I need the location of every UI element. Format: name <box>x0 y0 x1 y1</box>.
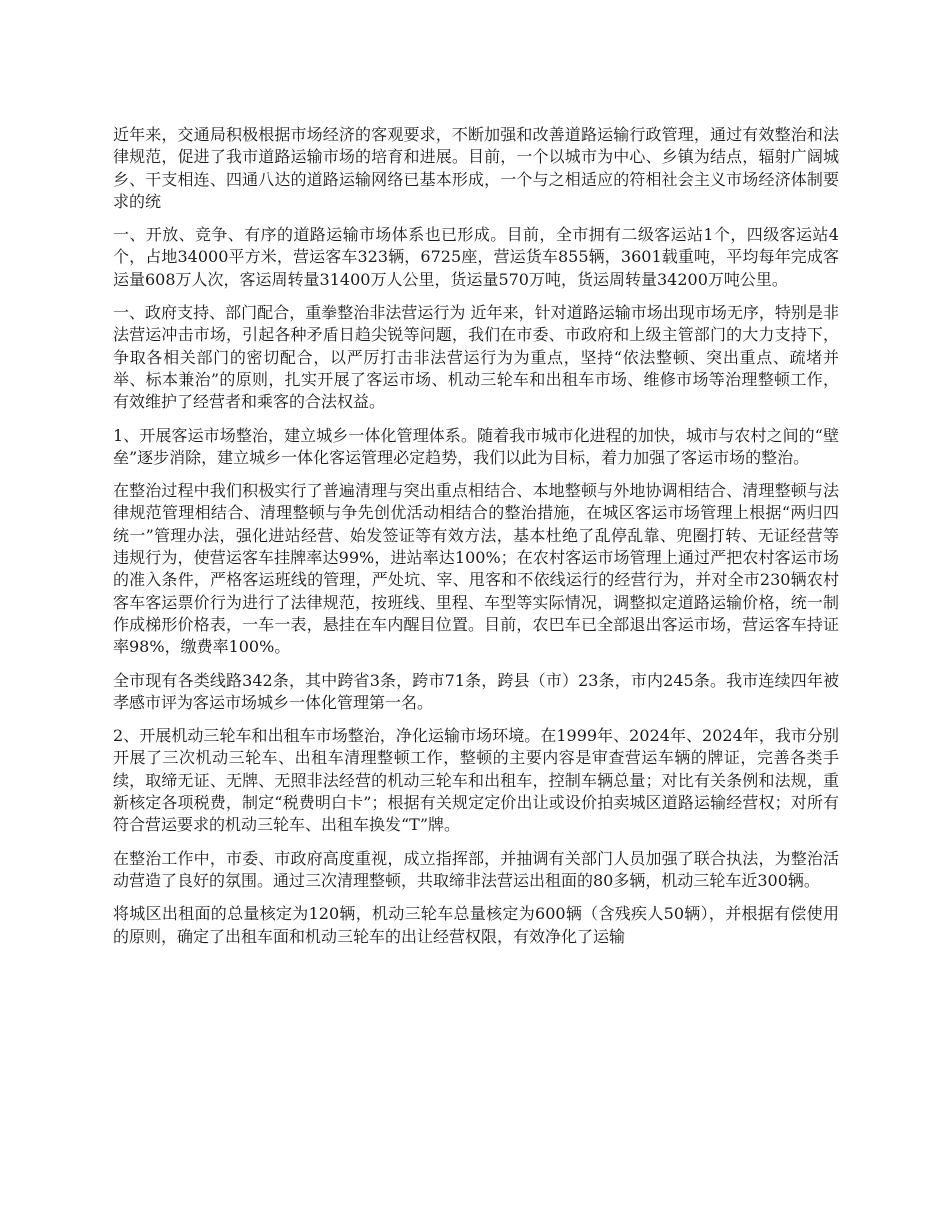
paragraph-tricycle-taxi: 2、开展机动三轮车和出租车市场整治，净化运输市场环境。在1999年、2024年、2024年，我市分别开展了三次机动三轮车、出租车清理整顿工作，整顿的主要内容是审查营运车辆的牌证，完善各类手续，取缔无证、无牌、无照非法经营的机动三轮车和出租车，控制车辆总量；对比有关条例和法规，重新核定各项税费，制定“税费明白卡”；根据有关规定定价出让或设价拍卖城区道路运输经营权；对所有符合营运要求的机动三轮车、出租车换发“T”牌。 <box>113 726 839 835</box>
document-body <box>113 124 839 959</box>
paragraph-vehicle-quota: 将城区出租面的总量核定为120辆，机动三轮车总量核定为600辆（含残疾人50辆），并根据有偿使用的原则，确定了出租车面和机动三轮车的出让经营权限，有效净化了运输 <box>113 904 839 946</box>
paragraph-rectification-measures: 在整治过程中我们积极实行了普遍清理与突出重点相结合、本地整顿与外地协调相结合、清理整顿与法律规范管理相结合、清理整顿与争先创优活动相结合的整治措施，在城区客运市场管理上根据“两归四统一”管理办法，强化进站经营、始发签证等有效方法，基本杜绝了乱停乱靠、兜圈打转、无证经营等违规行为，使营运客车挂牌率达99%，进站率达100%；在农村客运市场管理上通过严把农村客运市场的准入条件，严格客运班线的管理，严处坑、宰、甩客和不依线运行的经营行为，并对全市230辆农村客车客运票价行为进行了法律规范，按班线、里程、车型等实际情况，调整拟定道路运输价格，统一制作成梯形价格表，一车一表，悬挂在车内醒目位置。目前，农巴车已全部退出客运市场，营运客车持证率98%，缴费率100%。 <box>113 481 839 657</box>
paragraph-market-system: 一、开放、竞争、有序的道路运输市场体系也已形成。目前，全市拥有二级客运站1个，四级客运站4个，占地34000平方米，营运客车323辆，6725座，营运货车855辆，3601载重吨，平均每年完成客运量608万人次，客运周转量31400万人公里，货运量570万吨，货运周转量34200万吨公里。 <box>113 225 839 289</box>
paragraph-passenger-market: 1、开展客运市场整治，建立城乡一体化管理体系。随着我市城市化进程的加快，城市与农村之间的“壁垒”逐步消除，建立城乡一体化客运管理必定趋势，我们以此为目标，着力加强了客运市场的整治。 <box>113 425 839 467</box>
paragraph-government-support: 一、政府支持、部门配合，重拳整治非法营运行为 近年来，针对道路运输市场出现市场无序，特别是非法营运冲击市场，引起各种矛盾日趋尖锐等问题，我们在市委、市政府和上级主管部门的大力支持下，争取各相关部门的密切配合，以严厉打击非法营运行为为重点，坚持“依法整顿、突出重点、疏堵并举、标本兼治”的原则，扎实开展了客运市场、机动三轮车和出租车市场、维修市场等治理整顿工作，有效维护了经营者和乘客的合法权益。 <box>113 303 839 412</box>
paragraph-intro: 近年来，交通局积极根据市场经济的客观要求，不断加强和改善道路运输行政管理，通过有效整治和法律规范，促进了我市道路运输市场的培育和进展。目前，一个以城市为中心、乡镇为结点，辐射广阔城乡、干支相连、四通八达的道路运输网络已基本形成，一个与之相适应的符相社会主义市场经济体制要求的统 <box>113 125 839 211</box>
paragraph-route-statistics: 全市现有各类线路342条，其中跨省3条，跨市71条，跨县（市）23条，市内245条。我市连续四年被孝感市评为客运市场城乡一体化管理第一名。 <box>113 670 839 712</box>
paragraph-joint-enforcement: 在整治工作中，市委、市政府高度重视，成立指挥部，并抽调有关部门人员加强了联合执法，为整治活动营造了良好的氛围。通过三次清理整顿，共取缔非法营运出租面的80多辆，机动三轮车近300辆。 <box>113 848 839 890</box>
